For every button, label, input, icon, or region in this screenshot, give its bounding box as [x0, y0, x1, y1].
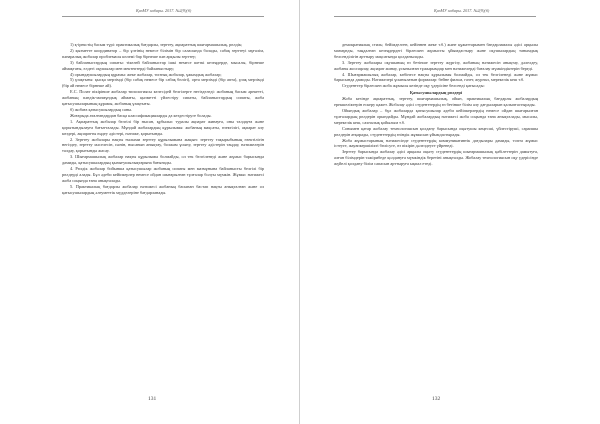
- paragraph: 1. Ақпараттық жобалар белгілі бір нысан, құбылыс туралы ақпарат жинауға, оны талдауға және қорытындылауға бағытталады. Мұндай жобалардың құрылымы: жобаның мақсаты, өзектілігі, ақпарат алу көздері, ақпаратты өңдеу әдістері, нәтиже, қорытынды.: [62, 118, 264, 136]
- paragraph: 4. Шығармашылық жобалар, көбінесе нақты құрылымы болмайды, ол тек белгіленеді және жұмыс барысында дамиды. Нәтижелері ұсынылатын формалар: бейне фильм, газет, журнал, мерекелік кеш т.б.: [334, 71, 538, 83]
- paragraph: Жоғарыда аталғандардан басқа классификацияларды да кездестіруге болады.: [70, 112, 212, 118]
- running-header: ҚазМУ хабары. 2017. №2(9)(б): [136, 8, 192, 13]
- paragraph: Жоба жұмыстарының нәтижесінде студенттердің коммуникативтік дағдылары дамиды, топта жұмыс істеуге, жауапкершілікті бөлісуге, өз пікірін дәлелдеуге үйренеді.: [334, 137, 538, 149]
- paragraph: демократиялық стиль; бейімделген, кейіннен жеке т.б.) және құжаттарымен бағдарламалы әдісі арқылы мазмұнды, таңдалған кезеңдердегі бірлескен жұмысты ұйымдастыру және оқушылардың танымдық белсенділігін арттыру мақсатында қолданылады.: [334, 42, 538, 59]
- paragraph: 5. Практикалық бағдарлы жобалар нәтижесі жобаның басынан бастап нақты анықталған және ол қатысушылардың әлеуметтік мүдделеріне бағдарланады.: [62, 183, 264, 195]
- paragraph: Зерттеу барысында жобалау әдісі арқылы оқыту студенттердің шығармашылық қабілеттерін дамытуға, алған білімдерін тәжірибеде қолдануға мүмкіндік беретіні анықталды. Жобалау технологиясын оқу үдерісінде жүйелі қолдану білім сапасын арттыруға ықпал етеді.: [334, 149, 538, 167]
- header-rule: [334, 16, 536, 17]
- paragraph: 2) қызметте координатор – бір ұлтінің немесе бiлiмiн бiр саласында болады, сабақ зерттеуі мұғалім, пәнаралық жобалар проблемасы көлемі бар бірнеше пән арқылы зерттеу;: [62, 47, 264, 59]
- paragraph: Ойындық жобалар – бұл жобаларда қатысушылар әдеби кейіпкерлердің немесе ойдан шығарылған тұлғалардың рөлдерін орындайды. Мұндай жобалардың нәтижесі жоба соңында ғана анықталады, мысалы, мерекелік кеш, сахналық қойылым т.б.: [334, 107, 538, 125]
- paragraph: 4. Рөлдік жобалар бойынша қатысушылар жобаның сипаты мен мазмұнына байланысты белгілі бір рөлдерді алады. Бұл әдеби кейіпкерлер немесе ойдан шығарылған тұлғалар болуы мүмкін. Жұмыс нәтижесі жоба соңында ғана анықталады.: [62, 166, 264, 183]
- right-body-text: [334, 42, 538, 167]
- paragraph: Е.С. Полат пікірінше жобалар типологиясы келесідей белгілерге негізделеді: жобаның басым әрекетті, жобаның пәндік-мазмұндық аймағы, қызметті үйлестіру сипаты, байланыстардың сипаты, жоба қатысушыларының құрамы, жобаның ұзақтығы.: [62, 89, 264, 107]
- right-page: [300, 0, 600, 424]
- paragraph: 3. Шығармашылық жобалар нақты құрылымы болмайды, ол тек белгіленеді және жұмыс барысында дамиды, қатысушылардың қызығушылықтарына бағынады.: [62, 154, 264, 166]
- paragraph: 3. Зерттеу жобалары оқушының өз бетінше зерттеу жүргізу, жобаның нәтижесін анықтау, дәлелдеу, жобаны жоспарлау, ақпарат жинау, ұсынылған тұжырымдар мен нәтижелерді бағалау мүмкіндіктерін береді.: [334, 59, 538, 71]
- page-number: 132: [432, 396, 441, 402]
- paragraph: Сонымен қатар жобалау технологиясын қолдану барысында оқытушы кеңесші, үйлестіруші, сарапшы рөлдерін атқарады, студенттердің өзіндік жұмысын ұйымдастырады.: [334, 125, 538, 137]
- paragraph: Студенттер бірлескен жоба жұмысы кезінде оқу үдерісіне белсенді қатысады:: [342, 83, 485, 89]
- left-body-text: [62, 42, 264, 196]
- paragraph: Жоба кезінде ақпараттық, зерттеу, шығармашылық, ойын, практикалық бағдарлы жобалардың ерекшеліктерін ескеру қажет. Жобалау әдісі студенттердің өз бетінше білім алу дағдыларын қалыптастырады.: [334, 96, 538, 108]
- paragraph: 5) ұзақтығы: қысқа мерзімді (бір сабақ немесе бір сабақ бөлігі), орта мерзімді (бір апта), ұзақ мерзімді (бір ай немесе бірнеше ай).: [62, 77, 264, 89]
- paragraph: 4) орындаушылардың құрамы: жеке жобалар, топтық жобалар, ұжымдық жобалар;: [70, 71, 222, 77]
- section-subheading: Қатысушылардың рөлдері: [409, 89, 463, 95]
- paragraph: б) жобаға қатысушылардың саны.: [70, 106, 133, 112]
- paragraph: 2. Зерттеу жобалары нақты ғылыми зерттеу құрылымына жақын: зерттеу тақырыбының өзектілігін негіздеу, зерттеу мәселесін, пәнін, нысанын анықтау, болжам ұсыну, зерттеу әдістерін таңдау, нәтижелерін талдау, қорытынды жасау.: [62, 136, 264, 154]
- running-header: ҚазМУ хабары. 2017. №2(9)(б): [434, 8, 490, 13]
- page-number: 131: [148, 396, 157, 402]
- paragraph: 1) қ-ірекстің басым түрі: практикалық бағдарлы, зерттеу, ақпараттық шығармашылық, рөлдік;: [70, 42, 243, 47]
- paragraph: 3) байланыстардың сипаты: тікелей байланыстар ішкі немесе шеткі кезеңдерде, мысалы, бірнеше аймақтағы, елдегі оқушылар мен мектептерді байланыстыру;: [62, 59, 264, 71]
- header-rule: [62, 16, 264, 17]
